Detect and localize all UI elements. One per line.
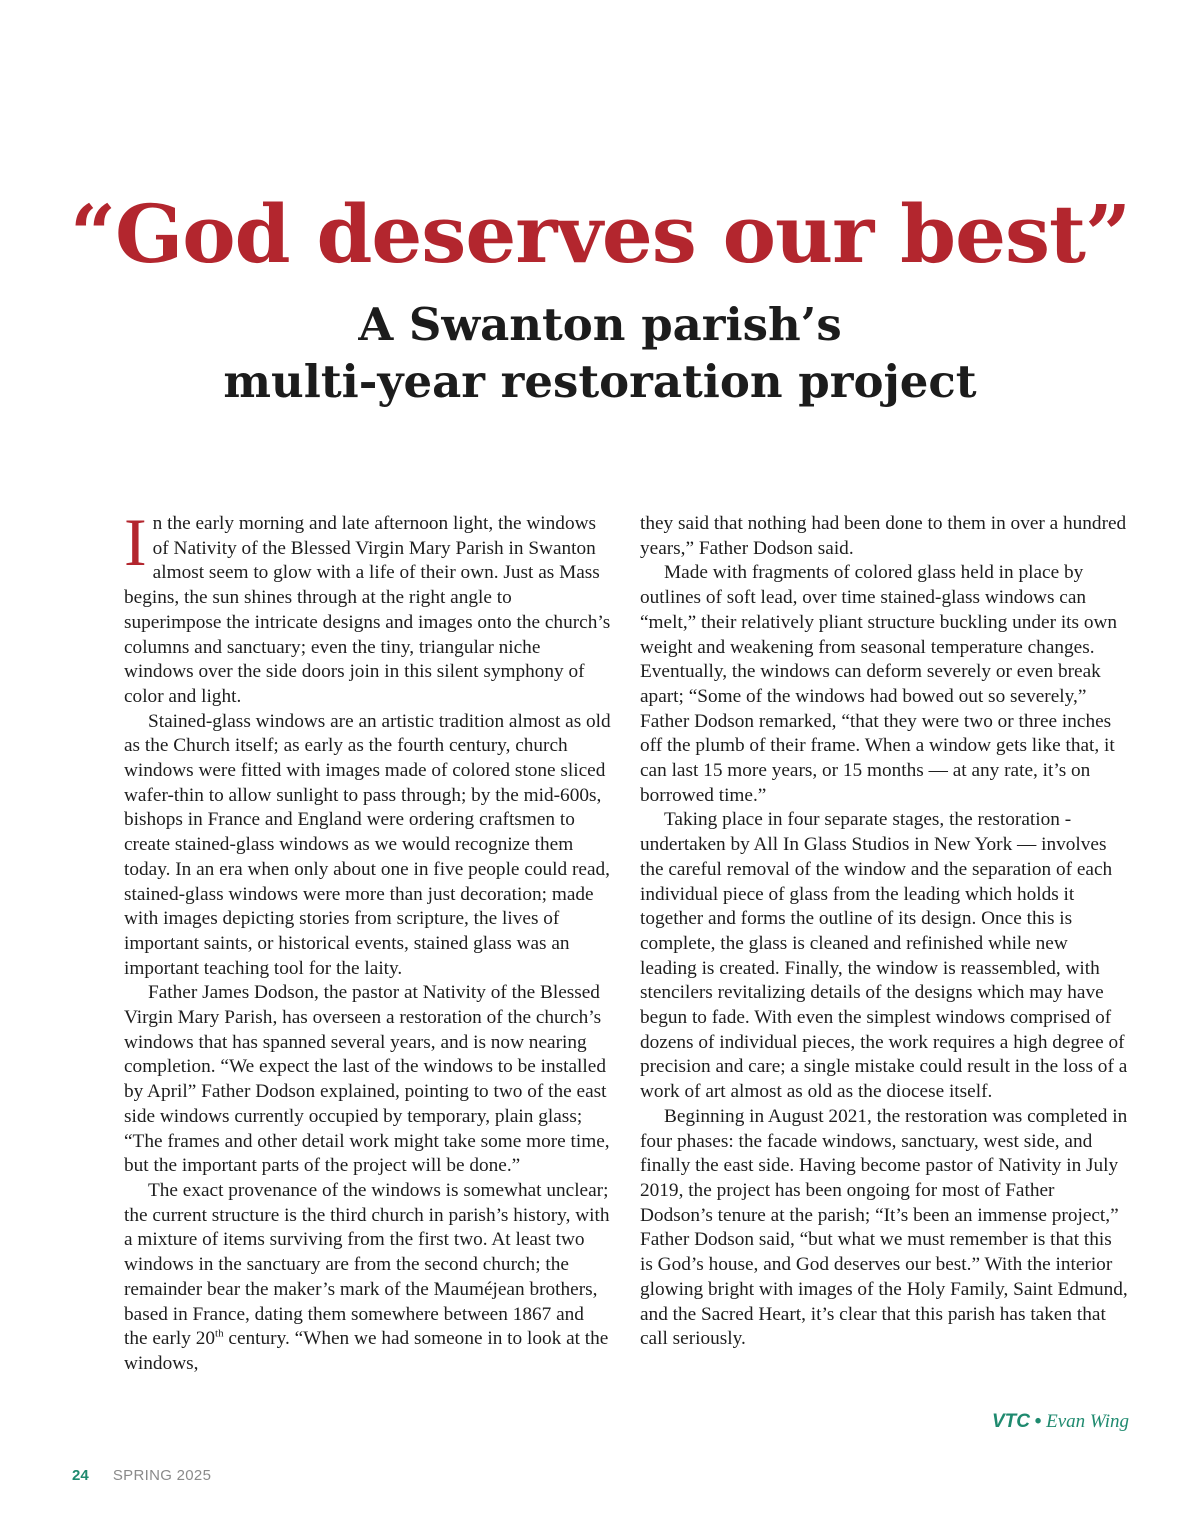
article-column-left [124, 504, 612, 1377]
superscript: th [215, 1327, 224, 1340]
drop-cap: I [124, 504, 147, 580]
byline-org: VTC [991, 1411, 1030, 1432]
paragraph-text: century. “When we had someone in to look at the windows, [124, 1328, 609, 1374]
subtitle-line-1: A Swanton parish’s [358, 298, 842, 351]
paragraph: Beginning in August 2021, the restoration was completed in four phases: the facade windows, sanctuary, west side, and finally the east side. Having become pastor of Nativity in July 2019, the project has been ongoing for most of Father Dodson’s tenure at the parish; “It’s been an immense project,” Father Dodson said, “but what we must remember is that this is God’s house, and God deserves our best.” With the interior glowing bright with images of the Holy Family, Saint Edmund, and the Sacred Heart, it’s clear that this parish has taken that call seriously. [640, 1105, 1128, 1350]
page-footer [72, 1467, 211, 1485]
article-title: “God deserves our best” [69, 187, 1131, 281]
paragraph-text: n the early morning and late afternoon light, the windows of Nativity of the Blessed Virgin Mary Parish in Swanton almost seem to glow with a life of their own. Just as Mass begins, the sun shines through at the right angle to superimpose the intricate designs and images onto the church’s columns and sanctuary; even the tiny, triangular niche windows over the side doors join in this silent symphony of color and light. [124, 513, 611, 707]
paragraph: Made with fragments of colored glass held in place by outlines of soft lead, over time stained-glass windows can “melt,” their relatively pliant structure buckling under its own weight and weakening from seasonal temperature changes. Eventually, the windows can deform severely or even break apart; “Some of the windows had bowed out so severely,” Father Dodson remarked, “that they were two or three inches off the plumb of their frame. When a window gets like that, it can last 15 more years, or 15 months — at any rate, it’s on borrowed time.” [640, 562, 1118, 806]
paragraph: Stained-glass windows are an artistic tradition almost as old as the Church itself; as early as the fourth century, church windows were fitted with images made of colored stone sliced wafer-thin to allow sunlight to pass through; by the mid-600s, bishops in France and England were ordering craftsmen to create stained-glass windows as we would recognize them today. In an era when only about one in five people could read, stained-glass windows were more than just decoration; made with images depicting stories from scripture, the lives of important saints, or historical events, stained glass was an important teaching tool for the laity. [124, 710, 611, 979]
paragraph-continuation: they said that nothing had been done to them in over a hundred years,” Father Dodson said. [640, 513, 1127, 559]
issue-label: SPRING 2025 [112, 1467, 212, 1484]
page-number: 24 [72, 1467, 89, 1484]
paragraph: Father James Dodson, the pastor at Nativity of the Blessed Virgin Mary Parish, has overseen a restoration of the church’s windows that has spanned several years, and is now nearing completion. “We expect the last of the windows to be installed by April” Father Dodson explained, pointing to two of the east side windows currently occupied by temporary, plain glass; “The frames and other detail work might take some more time, but the important parts of the project will be done.” [124, 982, 610, 1177]
paragraph-text: The exact provenance of the windows is somewhat unclear; the current structure is the third church in parish’s history, with a mixture of items surviving from the first two. At least two windows in the sanctuary are from the second church; the remainder bear the maker’s mark of the Mauméjean brothers, based in France, dating them somewhere between 1867 and the early 20 [124, 1179, 610, 1350]
article-column-right [640, 512, 1128, 1352]
paragraph [124, 504, 612, 710]
paragraph [124, 1179, 612, 1377]
byline-separator: • [1034, 1411, 1042, 1432]
article-subtitle [0, 296, 1200, 410]
paragraph: Taking place in four separate stages, the restoration - undertaken by All In Glass Studios in New York — involves the careful removal of the window and the separation of each individual piece of glass from the leading which holds it together and forms the outline of its design. Once this is complete, the glass is cleaned and refinished while new leading is created. Finally, the window is reassembled, with stencilers revitalizing details of the designs which may have begun to fade. With even the simplest windows comprised of dozens of individual pieces, the work requires a high degree of precision and care; a single mistake could result in the loss of a work of art almost as old as the diocese itself. [640, 809, 1128, 1103]
subtitle-line-2: multi-year restoration project [223, 355, 977, 408]
byline [992, 1410, 1129, 1434]
byline-author: Evan Wing [1046, 1411, 1129, 1432]
